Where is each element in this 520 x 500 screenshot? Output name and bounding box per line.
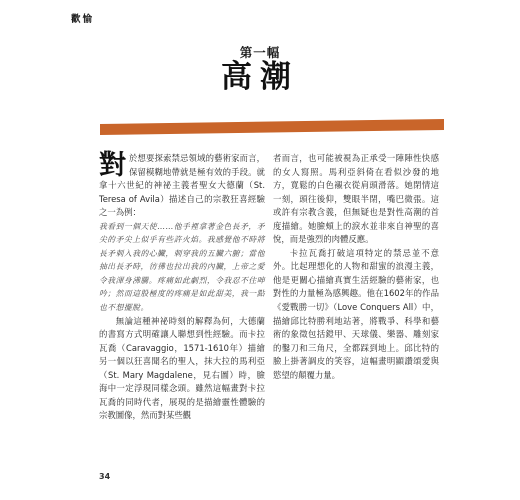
decorative-rule [100, 119, 444, 135]
body-paragraph: 無論這種神祕時刻的解釋為何，大德蘭的書寫方式明確讓人聯想到性經驗。而卡拉瓦喬（Caravaggio，1571-1610年）描繪另一個以狂喜聞名的聖人，抹大拉的馬利亞（St. Mary Magdalene，見右圖）時，臉海中一定浮現同樣念頭。雖然這幅畫對卡拉瓦喬的同時代者，展現的是描繪靈性體驗的宗教圖像，然而對某些觀 [99, 315, 265, 421]
running-head: 歡愉 [71, 14, 95, 25]
chapter-label: 第一幅 [239, 45, 281, 60]
chapter-title: 高潮 [221, 59, 299, 95]
left-column [99, 152, 265, 423]
page-number: 34 [99, 472, 111, 481]
body-paragraph: 者而言，也可能被視為正承受一陣陣性快感的女人寫照。馬利亞斜倚在看似沙發的地方，寬鬆的白色襯衣從肩頭滑落。她閉情這一刻，頭往後仰，雙眼半閉，嘴巴微張。這或許有宗教含義，但無疑也是對性高潮的首度描繪。她臉頰上的淚水並非來自神聖的喜悅，而是強烈的肉體反應。 [273, 153, 439, 245]
intro-paragraph [99, 152, 265, 220]
right-column [273, 152, 439, 382]
block-quote: 我看到一個天使……他手裡拿著金色長矛，矛尖的矛尖上似乎有些許火焰。我感覺他不時將長矛刺入我的心臟，刺穿我的五臟六腑；當他抽出長矛時，彷彿也拉出我的內臟，上帝之愛令我渾身沸騰。疼痛如此劇烈，令我忍不住呻吟；然而這股極度的疼痛是如此甜美，我一點也不想擺脫。 [99, 221, 265, 313]
drop-cap: 對 [99, 150, 126, 181]
body-paragraph: 卡拉瓦喬打破這項特定的禁忌並不意外。比起理想化的人物和甜蜜的浪漫主義，他是更關心描繪真實生活經驗的藝術家，也對性的力量極為感興趣。他在1602年的作品《愛戰勝一切》（Love Conquers All）中，描繪邱比特勝利地站著，將戰爭、科學和藝術的象徵包括鎧甲、天球儀、樂器、雕刻家的鑿刀和三角尺，全都踩到地上。邱比特的臉上掛著調皮的笑容，這幅畫明顯讚頌愛與慾望的顛覆力量。 [273, 247, 439, 380]
intro-text: 於想要探索禁忌領域的藝術家而言，保留模糊地帶就是極有效的手段。就拿十六世紀的神祕主義者聖女大德蘭（St. Teresa of Avila）描述自己的宗教狂喜經驗之一為例： [99, 153, 265, 218]
